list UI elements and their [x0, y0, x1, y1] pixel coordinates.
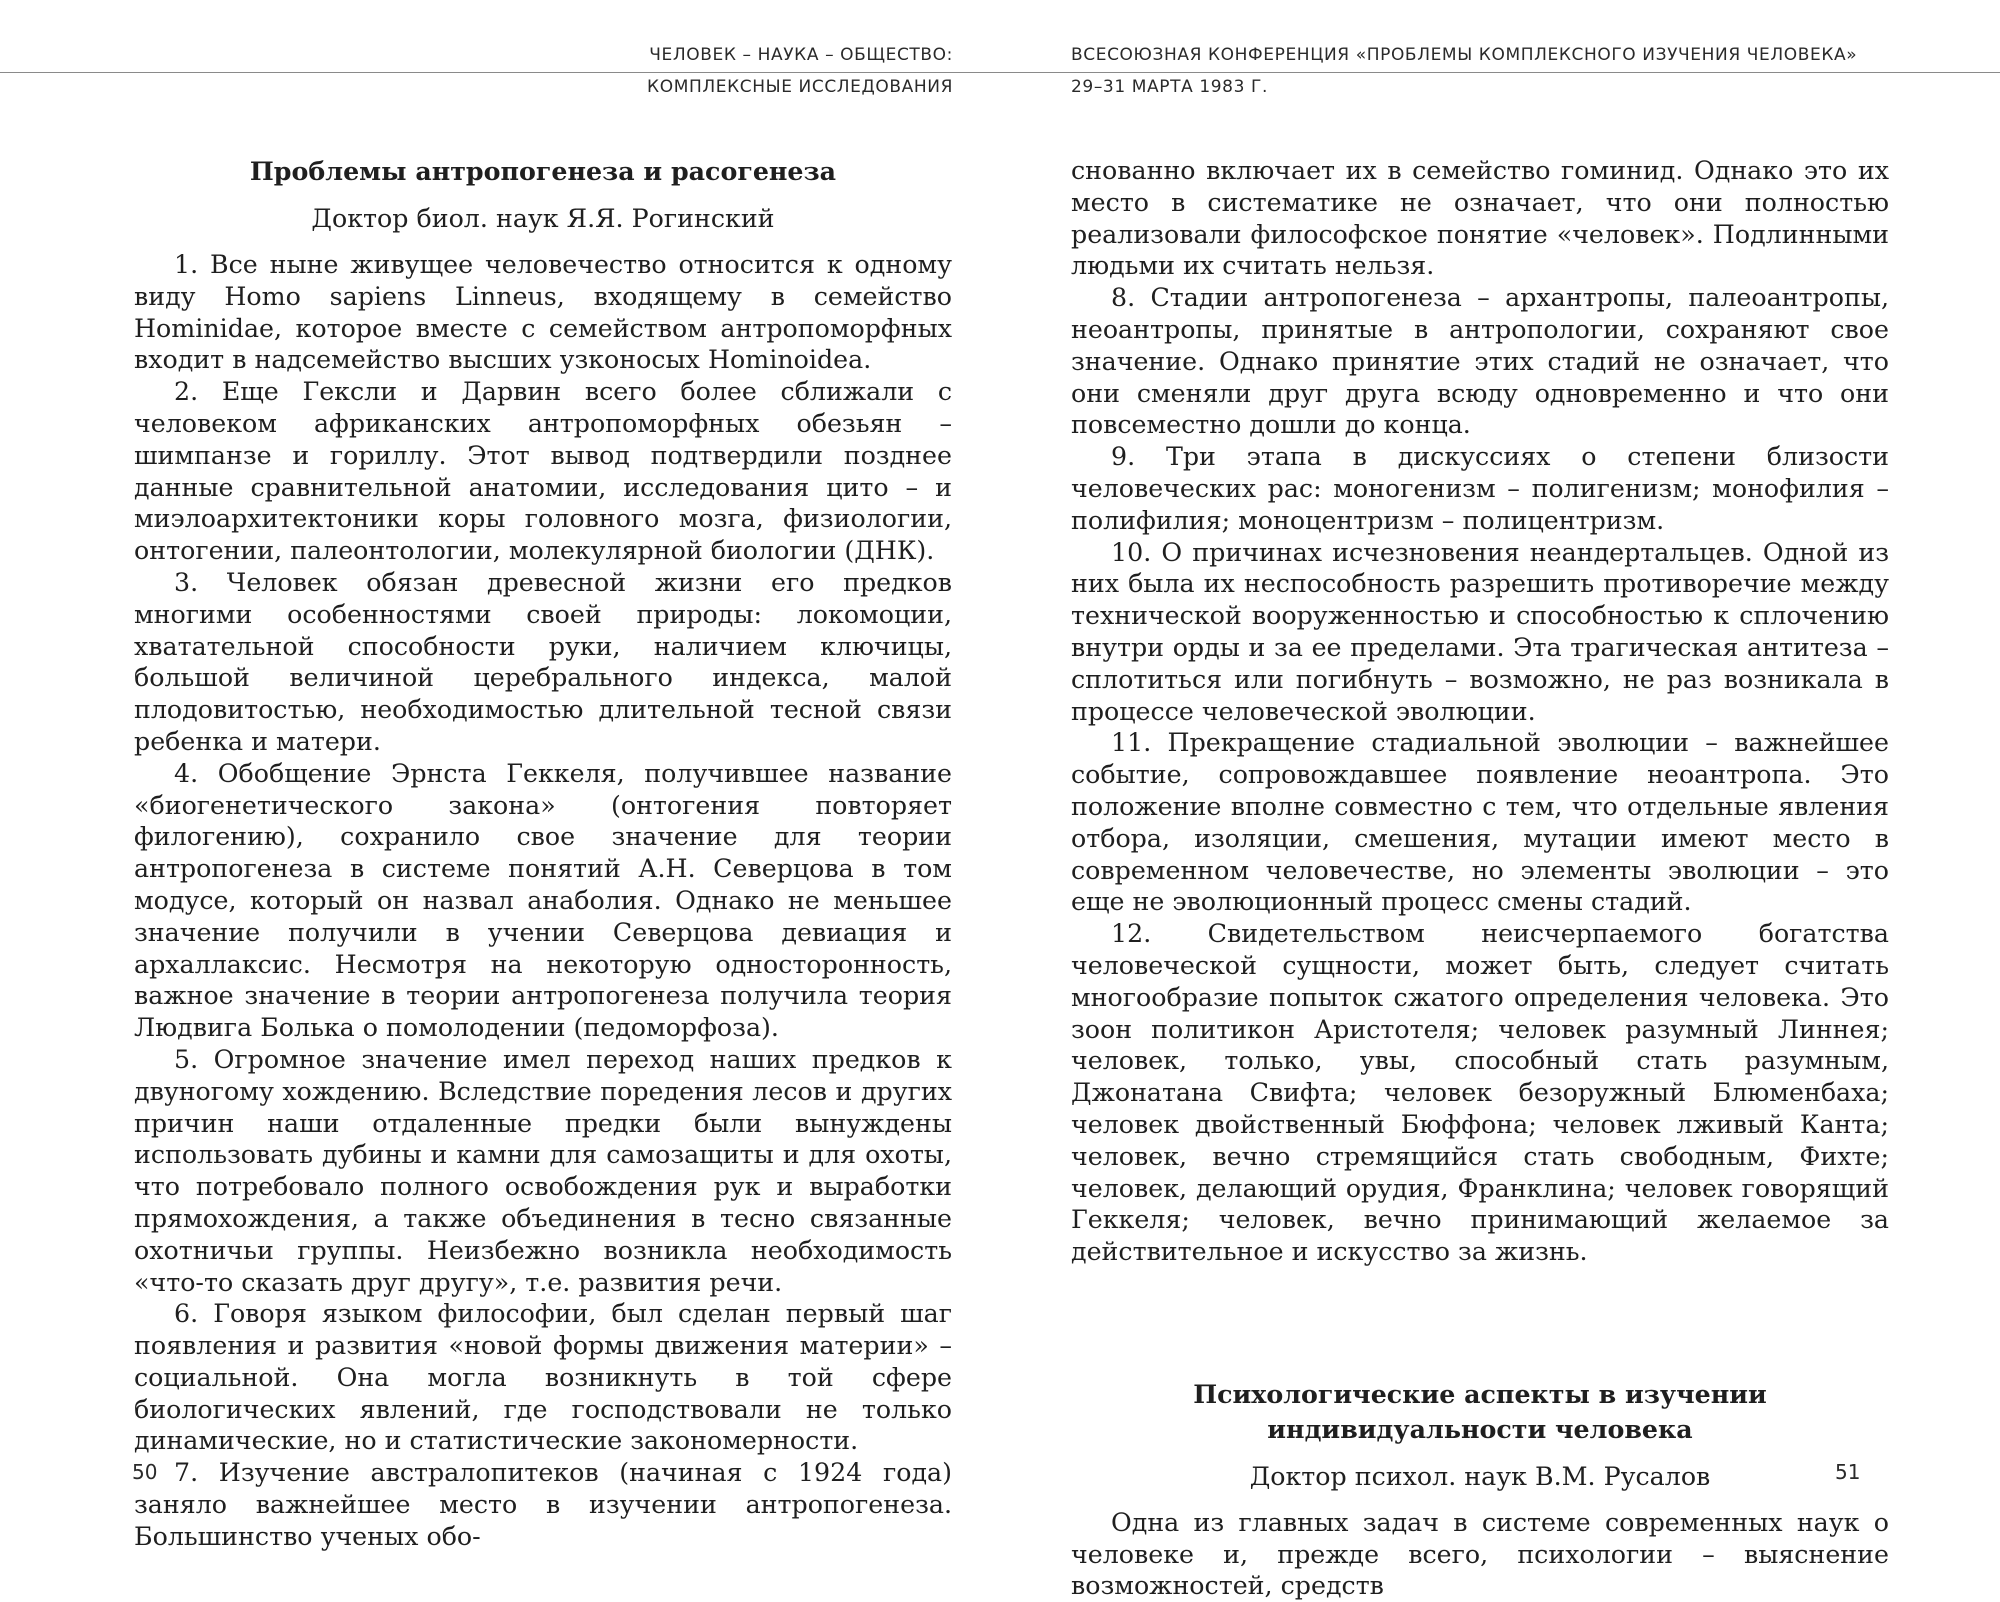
paragraph: 6. Говоря языком философии, был сделан первый шаг появления и развития «новой формы движения материи» – социальной. Она могла возникнуть в той сфере биологических явлений, где господствовали не только динамические, но и статистические закономерности. — [134, 1299, 952, 1456]
paragraph-continuation: снованно включает их в семейство гоминид. Однако это их место в систематике не означает, что они полностью реализовали философское понятие «человек». Подлинными людьми их считать нельзя. — [1071, 156, 1889, 281]
left-page-column — [134, 155, 952, 1553]
article2-title-line1: Психологические аспекты в изучении — [1193, 1378, 1767, 1409]
page-number-right: 51 — [1835, 1460, 1861, 1484]
running-head-left — [647, 44, 953, 98]
paragraph: 5. Огромное значение имел переход наших предков к двуногому хождению. Вследствие поредения лесов и других причин наши отдаленные предки были вынуждены использовать дубины и камни для самозащиты и для охоты, что потребовало полного освобождения рук и выработки прямохождения, а также объединения в тесно связанные охотничьи группы. Неизбежно возникла необходимость «что-то сказать друг другу», т.е. развития речи. — [134, 1044, 952, 1297]
paragraph: 2. Еще Гексли и Дарвин всего более сближали с человеком африканских антропоморфных обезьян – шимпанзе и гориллу. Этот вывод подтвердили позднее данные сравнительной анатомии, исследования цито – и миэлоархитектоники коры головного мозга, физиологии, онтогении, палеонтологии, молекулярной биологии (ДНК). — [134, 377, 952, 566]
running-head-left-line1: ЧЕЛОВЕК – НАУКА – ОБЩЕСТВО: — [649, 45, 953, 65]
paragraph: 7. Изучение австралопитеков (начиная с 1924 года) заняло важнейшее место в изучении антропогенеза. Большинство ученых обо- — [134, 1458, 952, 1551]
paragraph: Одна из главных задач в системе современных наук о человеке и, прежде всего, психологии – выяснение возможностей, средств — [1071, 1507, 1889, 1601]
paragraph: 11. Прекращение стадиальной эволюции – важнейшее событие, сопровождавшее появление неоантропа. Это положение вполне совместно с тем, что отдельные явления отбора, изоляции, смешения, мутации имеют место в современном человечестве, но элементы эволюции – это еще не эволюционный процесс смены стадий. — [1071, 728, 1889, 917]
article-author: Доктор биол. наук Я.Я. Рогинский — [311, 204, 775, 233]
running-head-right-line1: ВСЕСОЮЗНАЯ КОНФЕРЕНЦИЯ «ПРОБЛЕМЫ КОМПЛЕКСНОГО ИЗУЧЕНИЯ ЧЕЛОВЕКА» — [1071, 45, 1858, 65]
article2-author: Доктор психол. наук В.М. Русалов — [1249, 1461, 1711, 1491]
section-gap — [1071, 1268, 1889, 1378]
paragraph: 12. Свидетельством неисчерпаемого богатства человеческой сущности, может быть, следует считать многообразие попыток сжатого определения человека. Это зоон политикон Аристотеля; человек разумный Линнея; человек, только, увы, способный стать разумным, Джонатана Свифта; человек безоружный Блюменбаха; человек двойственный Бюффона; человек лживый Канта; человек, вечно стремящийся стать свободным, Фихте; человек, делающий орудия, Франклина; человек говорящий Геккеля; человек, вечно принимающий желаемое за действительное и искусство за жизнь. — [1071, 919, 1889, 1267]
paragraph: 4. Обобщение Эрнста Геккеля, получившее название «биогенетического закона» (онтогения повторяет филогению), сохранило свое значение для теории антропогенеза в системе понятий А.Н. Северцова в том модусе, который он назвал анаболия. Однако не меньшее значение получили в учении Северцова девиация и архаллаксис. Несмотря на некоторую односторонность, важное значение в теории антропогенеза получила теория Людвига Болька о помолодении (педоморфоза). — [134, 758, 952, 1043]
paragraph: 3. Человек обязан древесной жизни его предков многими особенностями своей природы: локомоции, хватательной способности руки, наличием ключицы, большой величиной церебрального индекса, малой плодовитостью, необходимостью длительной тесной связи ребенка и матери. — [134, 567, 952, 756]
article-title: Проблемы антропогенеза и расогенеза — [249, 156, 837, 186]
page-number-left: 50 — [132, 1460, 158, 1484]
paragraph: 10. О причинах исчезновения неандертальцев. Одной из них была их неспособность разрешить противоречие между технической вооруженностью и способностью к сплочению внутри орды и за ее пределами. Эта трагическая антитеза – сплотиться или погибнуть – возможно, не раз возникала в процессе человеческой эволюции. — [1071, 537, 1889, 726]
running-head-right-line2: 29–31 МАРТА 1983 Г. — [1071, 77, 1268, 97]
paragraph: 9. Три этапа в дискуссиях о степени близости человеческих рас: моногенизм – полигенизм; монофилия – полифилия; моноцентризм – полицентризм. — [1071, 442, 1889, 535]
article2-title-line2: индивидуальности человека — [1267, 1413, 1693, 1444]
running-head-right — [1071, 44, 1857, 98]
right-page-column — [1071, 155, 1889, 1602]
header-rule — [0, 72, 2000, 73]
paragraph: 8. Стадии антропогенеза – архантропы, палеоантропы, неоантропы, принятые в антропологии, сохраняют свое значение. Однако принятие этих стадий не означает, что они сменяли друг друга всюду одновременно и что они повсеместно дошли до конца. — [1071, 283, 1889, 440]
running-head-left-line2: КОМПЛЕКСНЫЕ ИССЛЕДОВАНИЯ — [647, 77, 953, 97]
paragraph: 1. Все ныне живущее человечество относится к одному виду Homo sapiens Linneus, входящему в семейство Hominidae, которое вместе с семейством антропоморфных входит в надсемейство высших узконосых Hominoidea. — [134, 250, 952, 375]
